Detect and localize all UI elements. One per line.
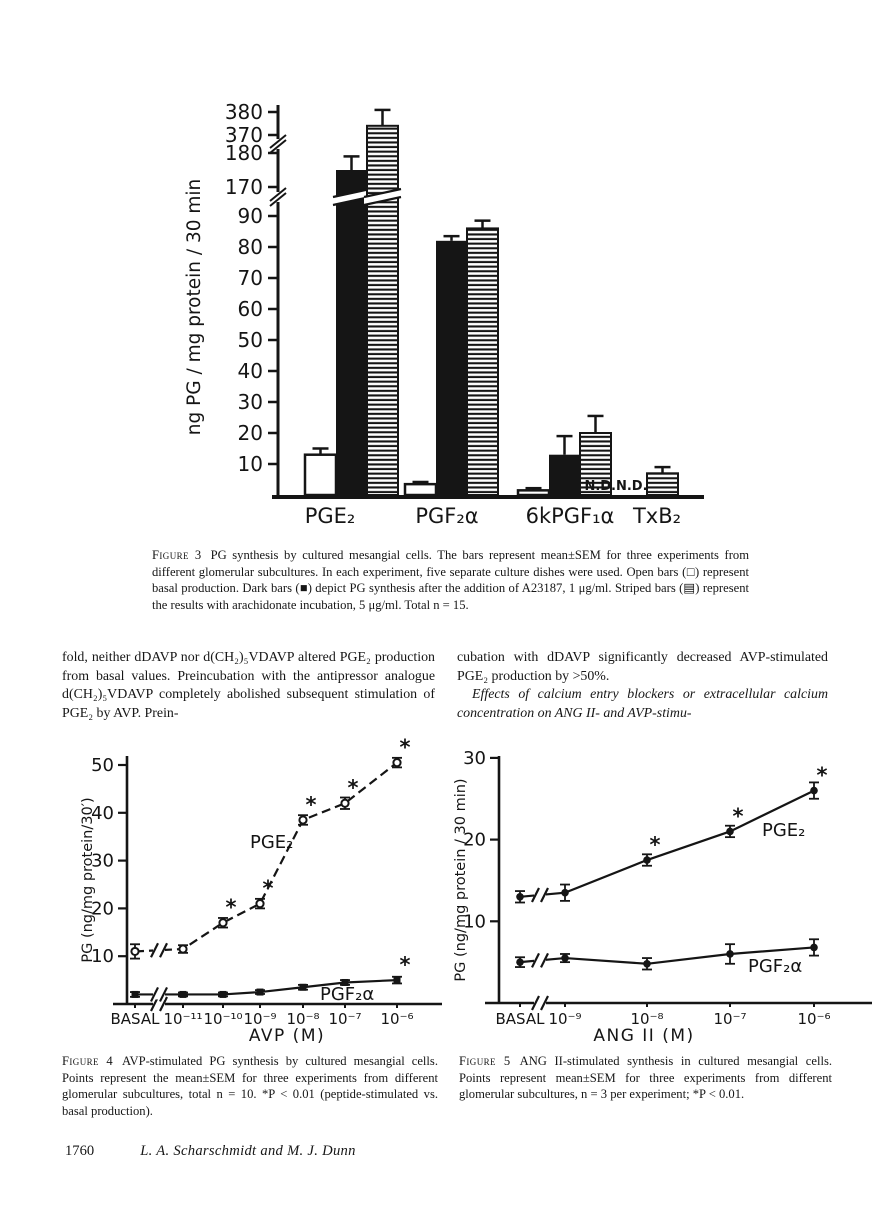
marker xyxy=(516,893,524,901)
svg-text:80: 80 xyxy=(237,235,263,259)
svg-text:180: 180 xyxy=(224,141,263,165)
series-label: PGE₂ xyxy=(250,832,294,853)
category-label: PGE₂ xyxy=(304,504,356,528)
marker xyxy=(180,991,187,998)
page-footer xyxy=(65,1143,356,1160)
marker xyxy=(810,787,818,795)
category-label: 10⁻⁶ xyxy=(380,1010,414,1028)
y-axis-label: ng PG / mg protein / 30 min xyxy=(184,178,205,436)
body-column-left xyxy=(62,649,435,724)
svg-text:30: 30 xyxy=(463,747,486,769)
svg-text:10: 10 xyxy=(237,452,263,476)
category-label: BASAL xyxy=(495,1010,545,1028)
figure3-caption xyxy=(152,547,749,614)
category-label: 10⁻⁶ xyxy=(797,1010,831,1028)
figure3 xyxy=(160,85,705,545)
bar-series-striped xyxy=(364,110,678,495)
figure4-line-chart xyxy=(62,735,452,1046)
marker xyxy=(131,948,138,955)
category-label: 10⁻⁷ xyxy=(713,1010,747,1028)
figure4 xyxy=(62,735,452,1046)
svg-text:20: 20 xyxy=(91,898,114,920)
category-label: BASAL xyxy=(110,1010,160,1028)
svg-text:60: 60 xyxy=(237,297,263,321)
svg-text:380: 380 xyxy=(224,100,263,124)
body-column-right xyxy=(457,649,828,724)
category-label: 6kPGF₁α xyxy=(525,504,615,528)
series-label: PGF₂α xyxy=(748,956,803,977)
svg-text:30: 30 xyxy=(91,850,114,872)
marker xyxy=(219,919,226,926)
significance-marker: * xyxy=(347,776,359,801)
marker xyxy=(299,816,306,823)
figure4-caption-label: Figure 4 xyxy=(62,1054,114,1068)
svg-text:30: 30 xyxy=(237,390,263,414)
not-detected-label: N.D.N.D. xyxy=(584,479,648,494)
svg-text:90: 90 xyxy=(237,204,263,228)
marker xyxy=(561,954,569,962)
svg-text:20: 20 xyxy=(463,829,486,851)
category-label: 10⁻⁷ xyxy=(328,1010,362,1028)
marker xyxy=(300,984,307,991)
x-axis-label: ANG II (M) xyxy=(593,1026,695,1046)
marker xyxy=(257,989,264,996)
marker xyxy=(516,958,524,966)
svg-text:40: 40 xyxy=(237,359,263,383)
svg-text:50: 50 xyxy=(91,755,114,776)
significance-marker: * xyxy=(262,876,274,901)
category-label: 10⁻¹⁰ xyxy=(203,1010,243,1028)
y-axis-label: PG (ng/mg protein / 30 min) xyxy=(453,778,469,982)
marker xyxy=(220,991,227,998)
y-axis-label: PG (ng/mg protein/30′) xyxy=(80,797,96,963)
significance-marker: * xyxy=(399,953,411,978)
bar xyxy=(336,170,367,495)
category-label: 10⁻⁸ xyxy=(630,1010,664,1028)
svg-text:10: 10 xyxy=(463,911,486,933)
figure4-caption-text: AVP-stimulated PG synthesis by cultured mesangial cells. Points represent the mean±SEM for three experiments from different glomerular subcultures, total n = 10. *P < 0.01 (peptide-stimulated vs. basal production). xyxy=(62,1054,438,1119)
figure5 xyxy=(452,748,882,1046)
marker xyxy=(341,800,348,807)
bar xyxy=(467,228,498,495)
svg-text:70: 70 xyxy=(237,266,263,290)
category-label: 10⁻⁹ xyxy=(243,1010,277,1028)
bar xyxy=(549,455,580,495)
x-axis-label: AVP (M) xyxy=(248,1026,326,1046)
series-label: PGF₂α xyxy=(320,984,375,1005)
svg-text:50: 50 xyxy=(237,328,263,352)
bar xyxy=(305,455,336,495)
body-paragraph-italic: Effects of calcium entry blockers or extracellular calcium concentration on ANG II- and AVP-stimu- xyxy=(457,687,828,721)
significance-marker: * xyxy=(732,804,744,829)
figure3-caption-label: Figure 3 xyxy=(152,548,202,562)
marker xyxy=(394,977,401,984)
bar xyxy=(518,490,549,495)
series-label: PGE₂ xyxy=(762,820,806,841)
bar xyxy=(367,126,398,495)
significance-marker: * xyxy=(816,763,828,788)
significance-marker: * xyxy=(399,735,411,760)
marker xyxy=(726,950,734,958)
figure5-line-chart xyxy=(452,748,882,1046)
svg-text:20: 20 xyxy=(237,421,263,445)
marker xyxy=(643,856,651,864)
significance-marker: * xyxy=(649,833,661,858)
marker xyxy=(179,945,186,952)
marker xyxy=(561,889,569,897)
marker xyxy=(810,944,818,952)
body-paragraph: fold, neither dDAVP nor d(CH₂)₅VDAVP altered PGE₂ production from basal values. Preincubation with the antipressor analogue d(CH₂)₅VDAVP completely abolished subsequent stimulation of PGE₂ by AVP. Prein- xyxy=(62,650,435,721)
marker xyxy=(643,960,651,968)
svg-text:170: 170 xyxy=(224,175,263,199)
svg-text:40: 40 xyxy=(91,802,114,824)
figure5-caption xyxy=(459,1053,832,1103)
body-paragraph: cubation with dDAVP significantly decreased AVP-stimulated PGE₂ production by >50%. xyxy=(457,650,828,684)
figure4-caption xyxy=(62,1053,438,1120)
significance-marker: * xyxy=(225,895,237,920)
category-label: 10⁻¹¹ xyxy=(163,1010,203,1028)
category-label: PGF₂α xyxy=(415,504,479,528)
category-label: TxB₂ xyxy=(632,504,682,528)
bar xyxy=(647,473,678,495)
category-label: 10⁻⁸ xyxy=(286,1010,320,1028)
figure5-caption-label: Figure 5 xyxy=(459,1054,511,1068)
significance-marker: * xyxy=(305,792,317,817)
marker xyxy=(726,828,734,836)
figure3-caption-text: PG synthesis by cultured mesangial cells. The bars represent mean±SEM for three experiments from different glomerular subcultures. In each experiment, five separate culture dishes were used. Open bars (□) represent basal production. Dark bars (■) depict PG synthesis after the addition of A23187, 1 μg/ml. Striped bars (▤) represent the results with arachidonate incubation, 5 μg/ml. Total n = 15. xyxy=(152,548,749,613)
running-head: L. A. Scharschmidt and M. J. Dunn xyxy=(140,1143,356,1159)
marker xyxy=(256,900,263,907)
bar xyxy=(436,241,467,495)
svg-text:370: 370 xyxy=(224,123,263,147)
figure5-caption-text: ANG II-stimulated synthesis in cultured mesangial cells. Points represent mean±SEM for three experiments from different glomerular subcultures, n = 3 per experiment; *P < 0.01. xyxy=(459,1054,832,1102)
bar xyxy=(405,484,436,495)
svg-text:10: 10 xyxy=(91,946,114,968)
category-label: 10⁻⁹ xyxy=(548,1010,582,1028)
page-number: 1760 xyxy=(65,1143,95,1159)
marker xyxy=(132,991,139,998)
marker xyxy=(393,759,400,766)
figure3-bar-chart xyxy=(160,85,705,545)
